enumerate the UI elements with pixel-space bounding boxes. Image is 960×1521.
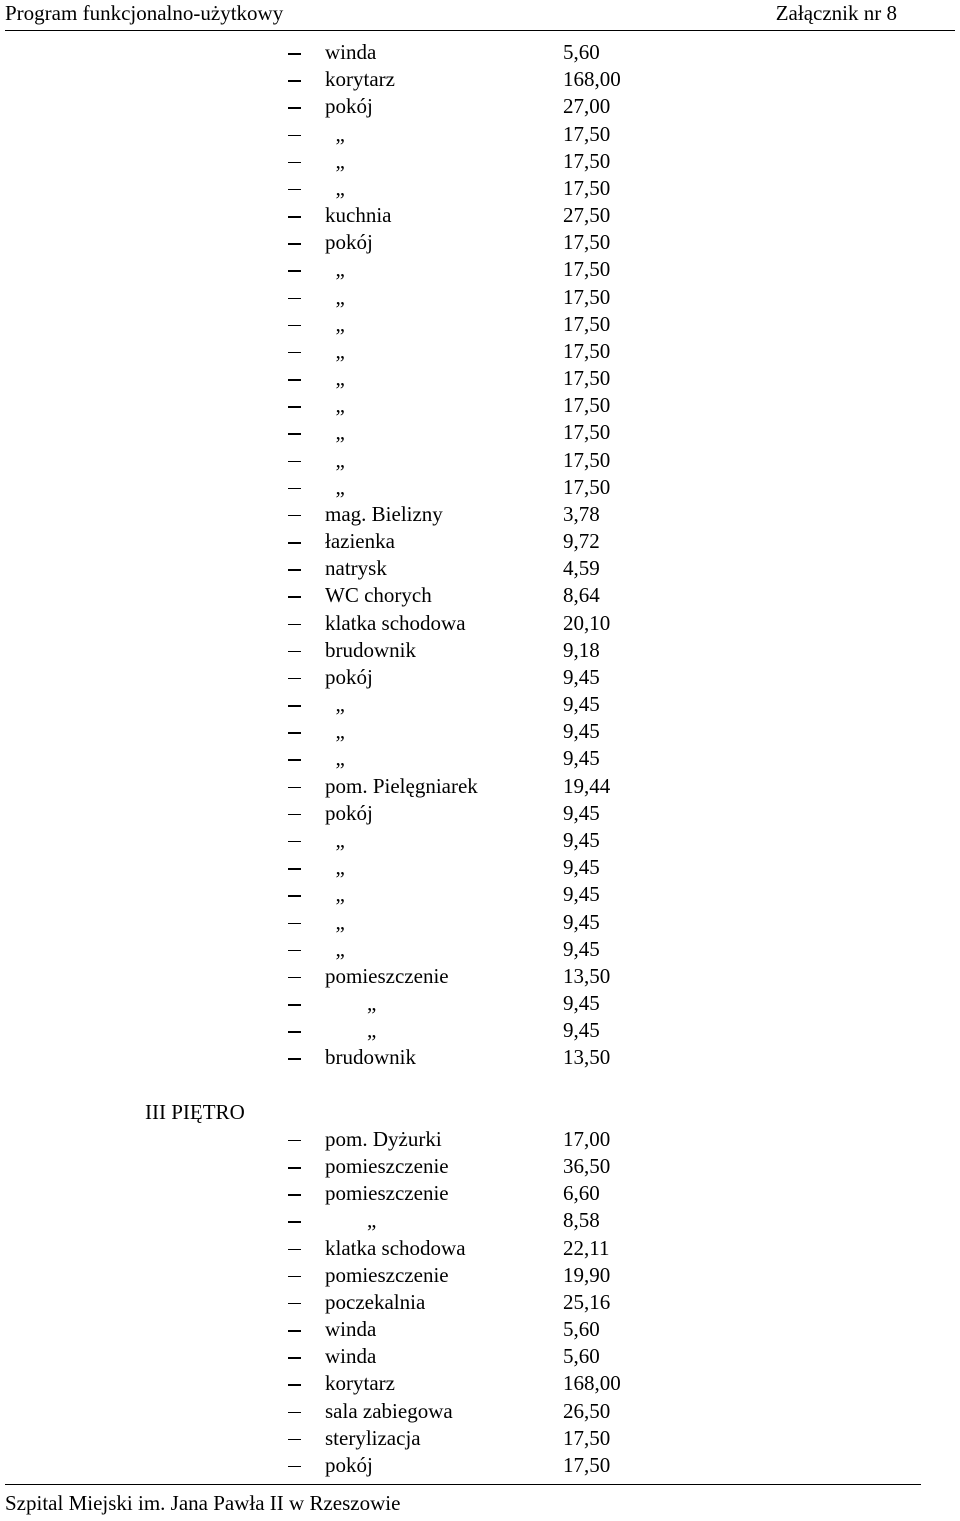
list-item [0,1044,960,1071]
room-name: „ [325,257,345,282]
list-item [0,175,960,202]
room-area-value: 8,58 [563,1208,600,1233]
list-item [0,311,960,338]
dash-bullet-icon [288,1221,301,1223]
room-name: pomieszczenie [325,1181,449,1206]
dash-bullet-icon [288,515,301,517]
room-area-value: 17,00 [563,1126,611,1151]
list-item [0,881,960,908]
footer-institution: Szpital Miejski im. Jana Pawła II w Rzeszowie [5,1491,401,1515]
room-area-value: 9,72 [563,529,600,554]
room-name: pokój [325,1452,373,1477]
list-item [0,582,960,609]
list-item [0,1235,960,1262]
dash-bullet-icon [288,1167,301,1169]
dash-bullet-icon [288,569,301,571]
list-item [0,1452,960,1479]
dash-bullet-icon [288,923,301,925]
room-area-value: 17,50 [563,447,611,472]
list-item [0,1180,960,1207]
room-name: pokój [325,664,373,689]
dash-bullet-icon [288,461,301,463]
dash-bullet-icon [288,270,301,272]
room-name: „ [325,1018,377,1043]
room-area-value: 17,50 [563,366,611,391]
room-area-value: 9,45 [563,855,600,880]
list-item [0,229,960,256]
room-area-value: 168,00 [563,67,621,92]
room-area-value: 27,00 [563,94,611,119]
list-item [0,854,960,881]
dash-bullet-icon [288,1249,301,1251]
room-area-value: 17,50 [563,1452,611,1477]
blank-line [0,1072,960,1099]
room-area-value: 17,50 [563,230,611,255]
room-area-value: 22,11 [563,1235,610,1260]
room-area-value: 9,45 [563,991,600,1016]
room-area-value: 17,50 [563,338,611,363]
room-name: klatka schodowa [325,610,466,635]
document-title: Program funkcjonalno-użytkowy [5,1,284,25]
dash-bullet-icon [288,1412,301,1414]
room-name: winda [325,1344,377,1369]
room-name: natrysk [325,556,387,581]
list-item [0,990,960,1017]
room-area-value: 36,50 [563,1154,611,1179]
dash-bullet-icon [288,596,301,598]
list-item [0,501,960,528]
dash-bullet-icon [288,814,301,816]
list-item [0,936,960,963]
dash-bullet-icon [288,1439,301,1441]
dash-bullet-icon [288,651,301,653]
room-area-value: 5,60 [563,40,600,64]
room-name: pomieszczenie [325,963,449,988]
room-area-value: 6,60 [563,1181,600,1206]
room-name: mag. Bielizny [325,501,443,526]
list-item [0,284,960,311]
room-area-value: 9,45 [563,719,600,744]
dash-bullet-icon [288,977,301,979]
room-name: poczekalnia [325,1289,426,1314]
room-area-value: 19,90 [563,1262,611,1287]
dash-bullet-icon [288,243,301,245]
dash-bullet-icon [288,759,301,761]
room-area-value: 8,64 [563,583,600,608]
dash-bullet-icon [288,1031,301,1033]
room-name: pom. Pielęgniarek [325,773,478,798]
dash-bullet-icon [288,1140,301,1142]
page-header [5,0,955,31]
dash-bullet-icon [288,787,301,789]
room-name: „ [325,991,377,1016]
list-item [0,773,960,800]
room-name: klatka schodowa [325,1235,466,1260]
list-item [0,1425,960,1452]
list-item [0,528,960,555]
list-item [0,963,960,990]
list-item [0,392,960,419]
list-item [0,447,960,474]
room-name: „ [325,474,345,499]
list-item [0,610,960,637]
room-name: „ [325,882,345,907]
list-item [0,1017,960,1044]
room-name: winda [325,40,377,64]
list-item [0,1370,960,1397]
room-area-value: 9,45 [563,692,600,717]
dash-bullet-icon [288,433,301,435]
room-area-value: 13,50 [563,963,611,988]
dash-bullet-icon [288,895,301,897]
dash-bullet-icon [288,1384,301,1386]
room-area-value: 9,45 [563,664,600,689]
room-name: pom. Dyżurki [325,1126,442,1151]
list-item [0,1126,960,1153]
list-item [0,637,960,664]
room-name: „ [325,746,345,771]
room-area-value: 17,50 [563,420,611,445]
room-name: kuchnia [325,203,392,228]
dash-bullet-icon [288,216,301,218]
room-name: „ [325,420,345,445]
room-area-value: 9,45 [563,827,600,852]
list-item [0,365,960,392]
dash-bullet-icon [288,1466,301,1468]
room-name: „ [325,692,345,717]
dash-bullet-icon [288,1330,301,1332]
room-name: pokój [325,800,373,825]
dash-bullet-icon [288,325,301,327]
list-item [0,121,960,148]
dash-bullet-icon [288,950,301,952]
room-name: korytarz [325,67,395,92]
room-name: brudownik [325,637,416,662]
dash-bullet-icon [288,868,301,870]
room-area-value: 9,45 [563,1018,600,1043]
dash-bullet-icon [288,135,301,137]
room-name: „ [325,311,345,336]
room-name: sala zabiegowa [325,1398,453,1423]
list-item [0,800,960,827]
dash-bullet-icon [288,162,301,164]
room-area-value: 9,45 [563,882,600,907]
room-name: WC chorych [325,583,432,608]
dash-bullet-icon [288,189,301,191]
room-area-value: 20,10 [563,610,611,635]
dash-bullet-icon [288,352,301,354]
room-name: korytarz [325,1371,395,1396]
page-footer [5,1484,921,1515]
room-area-value: 27,50 [563,203,611,228]
dash-bullet-icon [288,732,301,734]
dash-bullet-icon [288,298,301,300]
list-item [0,1343,960,1370]
room-area-value: 9,45 [563,936,600,961]
room-name: sterylizacja [325,1425,421,1450]
room-area-value: 9,45 [563,800,600,825]
dash-bullet-icon [288,1058,301,1060]
list-item [0,827,960,854]
list-item [0,691,960,718]
room-name: „ [325,827,345,852]
room-area-value: 9,18 [563,637,600,662]
room-area-value: 17,50 [563,474,611,499]
dash-bullet-icon [288,1303,301,1305]
list-item [0,148,960,175]
list-item [0,39,960,66]
room-area-value: 17,50 [563,393,611,418]
list-item [0,745,960,772]
floor-section-row [0,1099,960,1126]
room-name: „ [325,338,345,363]
dash-bullet-icon [288,1276,301,1278]
dash-bullet-icon [288,705,301,707]
list-item [0,1262,960,1289]
list-item [0,1153,960,1180]
attachment-label: Załącznik nr 8 [775,1,897,25]
list-item [0,718,960,745]
list-item [0,202,960,229]
room-area-value: 17,50 [563,175,611,200]
room-name: pomieszczenie [325,1262,449,1287]
room-area-value: 19,44 [563,773,611,798]
room-area-value: 9,45 [563,909,600,934]
room-name: „ [325,366,345,391]
list-item [0,66,960,93]
room-name: pomieszczenie [325,1154,449,1179]
list-item [0,474,960,501]
dash-bullet-icon [288,53,301,55]
list-item [0,93,960,120]
list-item [0,256,960,283]
dash-bullet-icon [288,1004,301,1006]
list-item [0,419,960,446]
room-name: „ [325,1208,377,1233]
room-name: „ [325,936,345,961]
room-name: „ [325,393,345,418]
room-area-value: 17,50 [563,311,611,336]
room-area-value: 3,78 [563,501,600,526]
room-area-value: 17,50 [563,121,611,146]
room-area-value: 9,45 [563,746,600,771]
room-name: „ [325,121,345,146]
room-area-value: 26,50 [563,1398,611,1423]
dash-bullet-icon [288,542,301,544]
room-name: „ [325,855,345,880]
dash-bullet-icon [288,1357,301,1359]
list-item [0,1398,960,1425]
room-area-value: 17,50 [563,1425,611,1450]
room-name: „ [325,148,345,173]
room-area-value: 4,59 [563,556,600,581]
room-area-value: 168,00 [563,1371,621,1396]
room-name: „ [325,719,345,744]
list-item [0,1289,960,1316]
list-item [0,338,960,365]
room-area-value: 17,50 [563,148,611,173]
dash-bullet-icon [288,406,301,408]
list-item [0,1207,960,1234]
dash-bullet-icon [288,841,301,843]
dash-bullet-icon [288,107,301,109]
room-name: „ [325,447,345,472]
dash-bullet-icon [288,678,301,680]
room-area-value: 25,16 [563,1289,611,1314]
list-item [0,1316,960,1343]
room-name: łazienka [325,529,395,554]
room-area-value: 17,50 [563,257,611,282]
room-area-list [0,39,960,1479]
room-name: „ [325,284,345,309]
room-area-value: 5,60 [563,1317,600,1342]
list-item [0,664,960,691]
room-area-value: 13,50 [563,1045,611,1070]
room-area-value: 17,50 [563,284,611,309]
room-name: „ [325,175,345,200]
dash-bullet-icon [288,379,301,381]
list-item [0,909,960,936]
list-item [0,555,960,582]
room-name: pokój [325,94,373,119]
room-name: winda [325,1317,377,1342]
room-area-value: 5,60 [563,1344,600,1369]
room-name: brudownik [325,1045,416,1070]
dash-bullet-icon [288,1194,301,1196]
room-name: pokój [325,230,373,255]
dash-bullet-icon [288,488,301,490]
dash-bullet-icon [288,624,301,626]
floor-heading: III PIĘTRO [145,1099,245,1124]
dash-bullet-icon [288,80,301,82]
room-name: „ [325,909,345,934]
